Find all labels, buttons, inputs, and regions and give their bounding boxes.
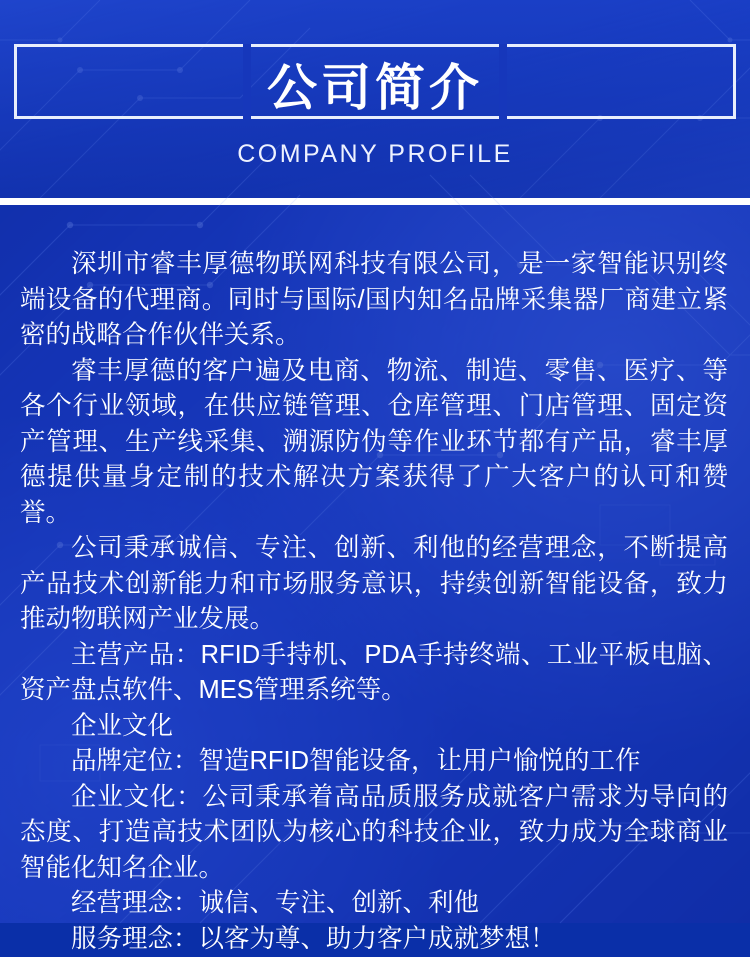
paragraph-culture-detail: 企业文化：公司秉承着高品质服务成就客户需求为导向的态度、打造高技术团队为核心的科技企业，致力成为全球商业智能化知名企业。: [20, 780, 728, 887]
paragraph-business-philosophy: 经营理念：诚信、专注、创新、利他: [20, 886, 728, 922]
paragraph-1: 深圳市睿丰厚德物联网科技有限公司，是一家智能识别终端设备的代理商。同时与国际/国内知名品牌采集器厂商建立紧密的战略合作伙伴关系。: [20, 247, 728, 354]
header-divider: [0, 198, 750, 205]
page-body: [0, 205, 750, 923]
profile-text-block: [0, 205, 750, 957]
page-subtitle: COMPANY PROFILE: [0, 140, 750, 169]
paragraph-3: 公司秉承诚信、专注、创新、利他的经营理念，不断提高产品技术创新能力和市场服务意识，持续创新智能设备，致力推动物联网产业发展。: [20, 531, 728, 638]
page-header-banner: [0, 0, 750, 198]
page-title: 公司简介: [0, 60, 750, 116]
paragraph-service-philosophy: 服务理念：以客为尊、助力客户成就梦想！: [20, 922, 728, 957]
paragraph-2: 睿丰厚德的客户遍及电商、物流、制造、零售、医疗、等各个行业领域，在供应链管理、仓库管理、门店管理、固定资产管理、生产线采集、溯源防伪等作业环节都有产品，睿丰厚德提供量身定制的技术解决方案获得了广大客户的认可和赞誉。: [20, 354, 728, 532]
paragraph-brand-positioning: 品牌定位：智造RFID智能设备，让用户愉悦的工作: [20, 744, 728, 780]
heading-corporate-culture: 企业文化: [20, 709, 728, 745]
paragraph-products: 主营产品：RFID手持机、PDA手持终端、工业平板电脑、资产盘点软件、MES管理系统等。: [20, 638, 728, 709]
